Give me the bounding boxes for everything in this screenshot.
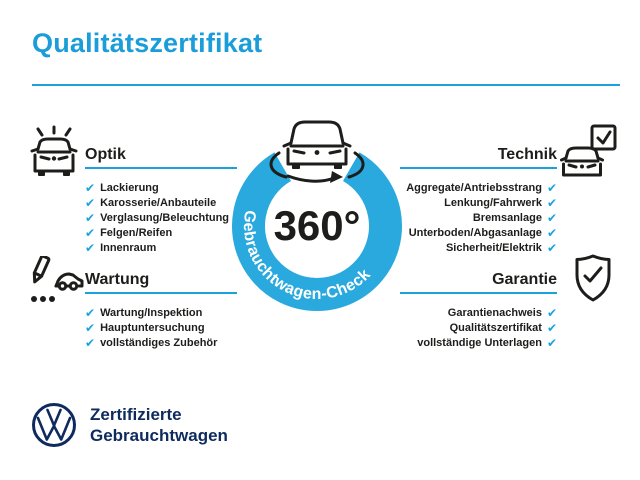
check-icon: ✔ <box>85 320 96 335</box>
shield-check-icon <box>570 253 616 305</box>
check-icon: ✔ <box>546 335 557 350</box>
list-item-label: Garantienachweis <box>447 306 542 319</box>
check-icon: ✔ <box>546 320 557 335</box>
list-item-label: Qualitätszertifikat <box>449 321 542 334</box>
list-item-label: Lackierung <box>100 181 159 194</box>
list-item <box>85 240 229 255</box>
list-item-label: vollständige Unterlagen <box>417 336 542 349</box>
check-icon: ✔ <box>546 240 557 255</box>
vw-logo <box>30 401 78 449</box>
list-item <box>85 180 229 195</box>
list-item <box>446 240 557 255</box>
list-item-label: Karosserie/Anbauteile <box>100 196 217 209</box>
list-item-label: Hauptuntersuchung <box>100 321 205 334</box>
list-item <box>406 180 557 195</box>
section-rule-wartung <box>85 292 237 294</box>
brand-line2: Gebrauchtwagen <box>90 426 228 445</box>
ring-label: Gebrauchtwagen-Check <box>239 209 375 304</box>
check-icon: ✔ <box>85 305 96 320</box>
section-title-technik: Technik <box>497 146 557 163</box>
section-title-wartung: Wartung <box>85 271 150 288</box>
section-title-garantie: Garantie <box>492 271 557 288</box>
car-front-shine-icon <box>26 125 82 183</box>
list-item-label: Aggregate/Antriebsstrang <box>406 181 542 194</box>
list-item <box>85 195 229 210</box>
list-item <box>85 305 217 320</box>
section-rule-technik <box>400 167 557 169</box>
car-front-checkbox-icon <box>560 123 620 181</box>
check-icon: ✔ <box>546 180 557 195</box>
badge-value: 360° <box>273 202 361 249</box>
list-item-label: Verglasung/Beleuchtung <box>100 211 230 224</box>
list-item <box>409 225 557 240</box>
check-icon: ✔ <box>85 225 96 240</box>
wartung-checklist <box>85 305 217 350</box>
optik-checklist <box>85 180 229 255</box>
list-item <box>450 320 557 335</box>
pen-dots-car-icon <box>26 256 84 308</box>
list-item <box>417 335 557 350</box>
list-item-label: Bremsanlage <box>472 211 542 224</box>
section-title-optik: Optik <box>85 146 126 163</box>
section-rule-optik <box>85 167 237 169</box>
list-item-label: Sicherheit/Elektrik <box>445 241 542 254</box>
brand-line1: Zertifizierte <box>90 405 182 424</box>
check-icon: ✔ <box>85 335 96 350</box>
360-check-badge <box>222 116 412 318</box>
list-item <box>85 320 217 335</box>
check-icon: ✔ <box>85 240 96 255</box>
list-item-label: Innenraum <box>100 241 157 254</box>
check-icon: ✔ <box>85 195 96 210</box>
check-icon: ✔ <box>85 210 96 225</box>
list-item <box>448 305 557 320</box>
check-icon: ✔ <box>546 225 557 240</box>
list-item <box>85 335 217 350</box>
check-icon: ✔ <box>85 180 96 195</box>
page-title: Qualitätszertifikat <box>32 28 263 58</box>
brand-wordmark <box>90 404 228 446</box>
list-item-label: Unterboden/Abgasanlage <box>408 226 542 239</box>
list-item-label: Lenkung/Fahrwerk <box>444 196 542 209</box>
section-rule-garantie <box>400 292 557 294</box>
check-icon: ✔ <box>546 305 557 320</box>
check-icon: ✔ <box>546 210 557 225</box>
header-divider <box>32 84 620 86</box>
list-item-label: vollständiges Zubehör <box>100 336 218 349</box>
garantie-checklist <box>417 305 557 350</box>
list-item <box>473 210 557 225</box>
technik-checklist <box>406 180 557 255</box>
list-item-label: Felgen/Reifen <box>100 226 173 239</box>
check-icon: ✔ <box>546 195 557 210</box>
list-item <box>85 210 229 225</box>
list-item <box>444 195 557 210</box>
list-item <box>85 225 229 240</box>
list-item-label: Wartung/Inspektion <box>100 306 203 319</box>
